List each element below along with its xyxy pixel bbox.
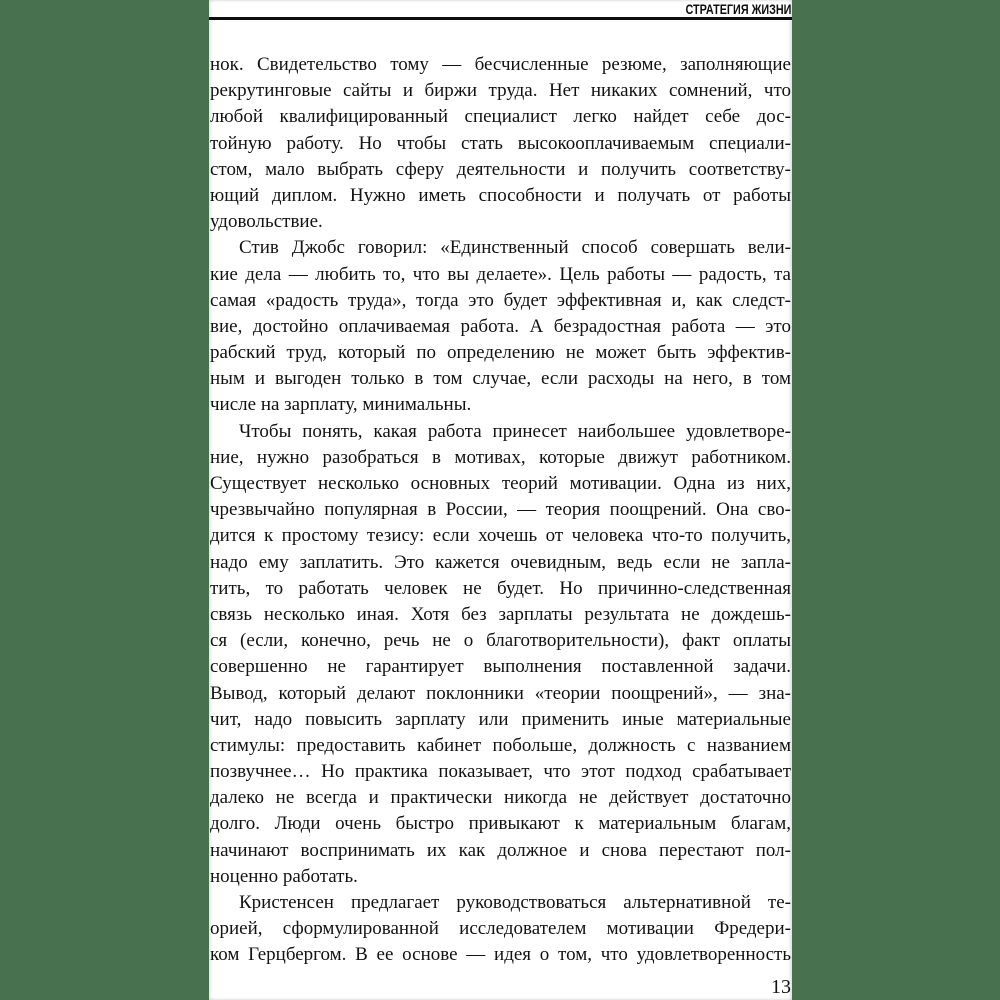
text-line: Чтобы понять, какая работа принесет наибольшее удовлетворе- [239, 420, 791, 442]
text-line: ноценно работать. [210, 865, 358, 887]
book-page [209, 0, 792, 1000]
text-line: дится к простому тезису: если хочешь от человека что-то получить, [210, 525, 791, 547]
text-line: вие, достойно оплачиваемая работа. А безрадостная работа — это [210, 315, 791, 337]
text-line: Вывод, который делают поклонники «теории поощрений», — зна- [210, 682, 791, 704]
text-line: ком Герцбергом. В ее основе — идея о том, что удовлетворенность [210, 944, 791, 966]
text-line: тить, то работать человек не будет. Но причинно-следственная [210, 577, 791, 599]
text-line: Стив Джобс говорил: «Единственный способ совершать вели- [239, 237, 791, 259]
text-line: числе на зарплату, минимальны. [210, 394, 472, 416]
text-line: самая «радость труда», тогда это будет эффективная и, как следст- [210, 289, 791, 311]
text-line: связь несколько иная. Хотя без зарплаты результата не дождешь- [210, 603, 791, 625]
header-rule [209, 17, 792, 20]
running-title: СТРАТЕГИЯ ЖИЗНИ [685, 2, 791, 17]
text-line: любой квалифицированный специалист легко найдет себе дос- [210, 106, 791, 128]
text-line: тойную работу. Но чтобы стать высокооплачиваемым специали- [210, 132, 791, 154]
text-line: начинают воспринимать их как должное и снова перестают пол- [210, 839, 791, 861]
text-line: совершенно не гарантирует выполнения поставленной задачи. [210, 656, 791, 678]
page-number: 13 [771, 976, 791, 998]
text-line: рабский труд, который по определению не может быть эффектив- [210, 342, 791, 364]
text-line: орией, сформулированной исследователем мотивации Фредери- [210, 918, 791, 940]
body-text [210, 52, 791, 969]
text-line: ющий диплом. Нужно иметь способности и получать от работы [210, 184, 791, 206]
text-line: Кристенсен предлагает руководствоваться альтернативной те- [239, 892, 791, 913]
text-line: надо ему заплатить. Это кажется очевидным, ведь если не запла- [210, 551, 791, 573]
text-line: ным и выгоден только в том случае, если расходы на него, в том [210, 368, 791, 390]
page-header [659, 1, 791, 16]
text-line: Существует несколько основных теорий мотивации. Одна из них, [210, 473, 791, 494]
text-line: ся (если, конечно, речь не о благотворительности), факт оплаты [210, 630, 791, 652]
text-line: рекрутинговые сайты и биржи труда. Нет никаких сомнений, что [210, 80, 791, 102]
text-line: стом, мало выбрать сферу деятельности и получить соответству- [210, 158, 791, 180]
text-line: позвучнее… Но практика показывает, что этот подход срабатывает [210, 761, 791, 783]
text-line: кие дела — любить то, что вы делаете». Цель работы — радость, та [210, 263, 791, 285]
text-line: стимулы: предоставить кабинет побольше, должность с названием [210, 734, 791, 756]
text-line: ние, нужно разобраться в мотивах, которые движут работником. [210, 446, 791, 468]
text-line: удовольствие. [210, 211, 323, 233]
text-line: далеко не всегда и практически никогда не действует достаточно [210, 787, 791, 809]
text-line: нок. Свидетельство тому — бесчисленные резюме, заполняющие [210, 54, 791, 75]
text-line: чит, надо повысить зарплату или применить иные материальные [210, 708, 791, 730]
text-line: чрезвычайно популярная в России, — теория поощрений. Она сво- [210, 499, 791, 521]
text-line: долго. Люди очень быстро привыкают к материальным благам, [210, 813, 791, 835]
